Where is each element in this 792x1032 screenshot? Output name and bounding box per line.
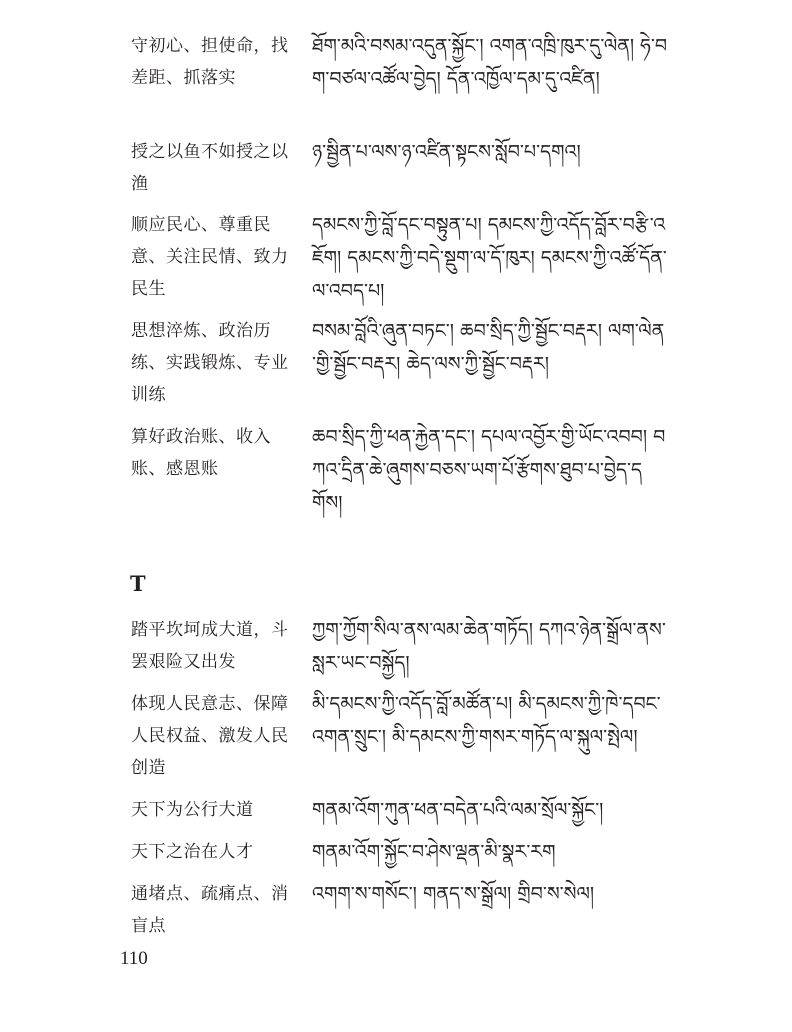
tibetan-translation: ཀྱག་ཀྱོག་སིལ་ནས་ལམ་ཆེན་གཏོད། དཀའ་ཉེན་སྒྲོལ་ནས་སླར་ཡང་བསྐྱོད། — [312, 619, 666, 674]
chinese-term: 思想淬炼、政治历练、实践锻炼、专业训练 — [131, 321, 289, 405]
chinese-term: 天下为公行大道 — [131, 800, 254, 820]
tibetan-translation: མི་དམངས་ཀྱི་འདོད་བློ་མཚོན་པ། མི་དམངས་ཀྱི་ཁེ་དབང་འགན་སྲུང་། མི་དམངས་ཀྱི་གསར་གཏོད་ལ་སྐུལ་སྤེལ། — [312, 693, 661, 748]
tibetan-translation: དམངས་ཀྱི་བློ་དང་བསྟུན་པ། དམངས་ཀྱི་འདོད་བློར་བརྩི་འཇོག། དམངས་ཀྱི་བདེ་སྡུག་ལ་དོ་ཁུར། དམངས་ཀྱི་འཚོ་དོན་ལ་འབད་པ། — [312, 214, 667, 302]
section-heading: T — [130, 571, 146, 596]
chinese-term: 授之以鱼不如授之以渔 — [131, 142, 289, 194]
chinese-term: 顺应民心、尊重民意、关注民情、致力民生 — [131, 215, 289, 299]
tibetan-translation: བསམ་བློའི་ཞུན་བཏང་། ཆབ་སྲིད་ཀྱི་སྦྱོང་བརྡར། ལག་ལེན་གྱི་སྦྱོང་བརྡར། ཆེད་ལས་ཀྱི་སྦྱོང་བརྡར། — [312, 320, 665, 375]
chinese-term: 天下之治在人才 — [131, 842, 254, 862]
tibetan-translation: འགག་ས་གསོང་། གནད་ས་སྒྲོལ། གྲིབ་ས་སེལ། — [312, 883, 595, 905]
tibetan-translation: གནམ་འོག་ཀུན་ཕན་བདེན་པའི་ལམ་སྲོལ་སྐྱོང་། — [312, 799, 604, 821]
tibetan-translation: གནམ་འོག་སྐྱོང་བ་ཤེས་ལྡན་མི་སྣར་རག — [312, 841, 556, 863]
chinese-term: 守初心、担使命，找差距、抓落实 — [131, 36, 289, 88]
chinese-term: 体现人民意志、保障人民权益、激发人民创造 — [131, 694, 289, 778]
tibetan-translation: ཐོག་མའི་བསམ་འདུན་སྐྱོང་། འགན་འཁྲི་ཁུར་དུ་ལེན། ཧེ་བག་བཙལ་འཚོལ་བྱེད། དོན་འཁྱོལ་དམ་དུ་འཛིན། — [312, 35, 668, 90]
page-number: 110 — [120, 948, 148, 969]
chinese-term: 算好政治账、收入账、感恩账 — [131, 427, 271, 479]
tibetan-translation: ཉ་སྦྱིན་པ་ལས་ཉ་འཛིན་སྟངས་སློབ་པ་དགའ། — [312, 141, 581, 163]
tibetan-translation: ཆབ་སྲིད་ཀྱི་ཕན་རྐྱེན་དང་། དཔལ་འབྱོར་གྱི་ཡོང་འབབ། བཀའ་དྲིན་ཆེ་ཞུགས་བཅས་ཡག་པོ་རྩོགས་ཐུབ་པ་བྱེད་དགོས། — [312, 426, 666, 514]
chinese-term: 踏平坎坷成大道，斗罢艰险又出发 — [131, 620, 289, 672]
chinese-term: 通堵点、疏痛点、消盲点 — [131, 884, 289, 936]
